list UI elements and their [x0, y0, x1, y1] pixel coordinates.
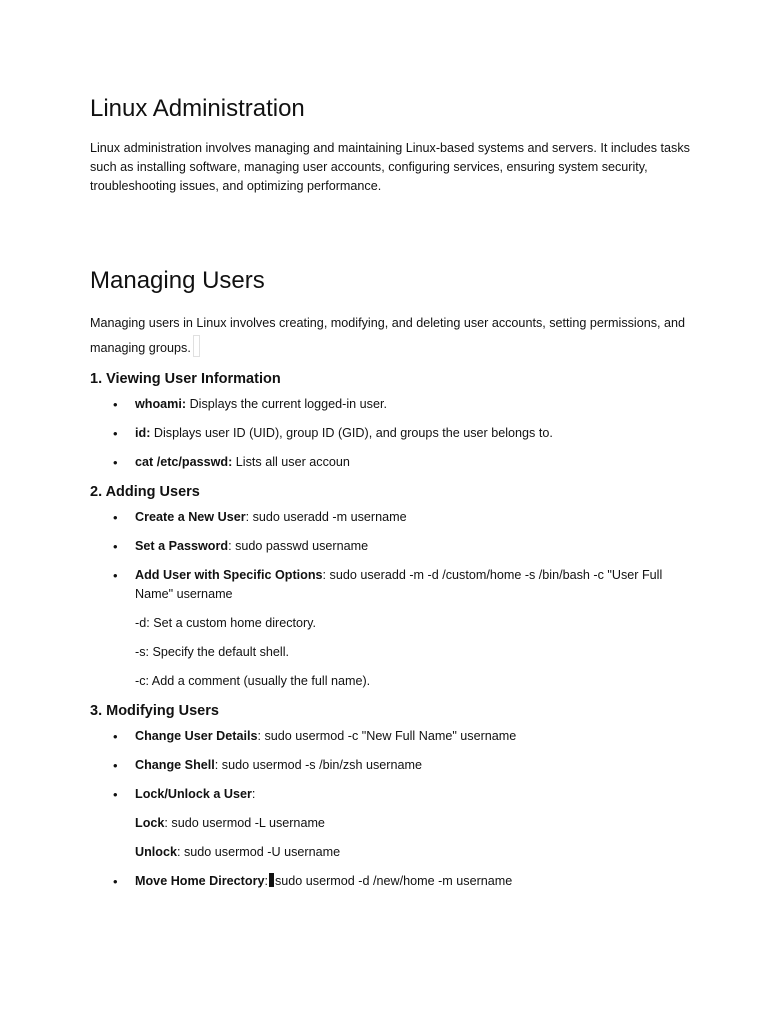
list-item-desc: Displays user ID (UID), group ID (GID), and groups the user belongs to. [150, 426, 553, 440]
text-cursor-icon [269, 873, 274, 887]
lock-desc: : sudo usermod -L username [164, 816, 325, 830]
list-item [135, 453, 690, 472]
list-item-term: Move Home Directory [135, 874, 265, 888]
heading-adding-users: 2. Adding Users [90, 484, 200, 500]
list-item-desc: : sudo passwd username [228, 539, 369, 553]
list-item [135, 566, 690, 604]
list-item [135, 785, 690, 804]
list-item [135, 727, 690, 746]
adding-list [90, 508, 690, 604]
lock-term: Lock [135, 816, 165, 830]
list-item-term: Set a Password [135, 539, 229, 553]
list-item [135, 872, 690, 891]
option-line: -d: Set a custom home directory. [135, 616, 317, 630]
managing-users-paragraph [90, 311, 690, 360]
list-item-sep: : [264, 874, 268, 888]
list-item-term: Change User Details [135, 729, 258, 743]
list-item-term: Add User with Specific Options [135, 568, 323, 582]
list-item-term: whoami: [135, 397, 187, 411]
lock-line [135, 814, 690, 833]
paragraph-mark-icon [193, 335, 200, 357]
list-item [135, 537, 690, 556]
list-item-desc: Displays the current logged-in user. [186, 397, 387, 411]
list-item [135, 756, 690, 775]
list-item-desc: : sudo usermod -c "New Full Name" username [257, 729, 517, 743]
document-body[interactable] [90, 92, 690, 901]
managing-users-text: Managing users in Linux involves creating, modifying, and deleting user accounts, setting permissions, and managing groups. [90, 316, 686, 355]
list-item-term: Create a New User [135, 510, 246, 524]
list-item-desc: : sudo useradd -m username [245, 510, 407, 524]
heading-managing-users: Managing Users [90, 267, 265, 294]
list-item-term: cat /etc/passwd: [135, 455, 233, 469]
list-item [135, 508, 690, 527]
modifying-list-continued [90, 872, 690, 891]
unlock-term: Unlock [135, 845, 177, 859]
viewing-list [90, 395, 690, 472]
option-line: -c: Add a comment (usually the full name). [135, 674, 371, 688]
intro-paragraph: Linux administration involves managing and maintaining Linux-based systems and servers. It includes tasks such as installing software, managing user accounts, configuring services, ensuring system security, troubleshooting issues, and optimizing performance. [90, 141, 690, 193]
heading-linux-administration: Linux Administration [90, 95, 305, 122]
list-item-term: id: [135, 426, 151, 440]
option-line: -s: Specify the default shell. [135, 645, 290, 659]
list-item-desc: : sudo usermod -s /bin/zsh username [214, 758, 422, 772]
list-item-desc: Lists all user accoun [232, 455, 350, 469]
unlock-desc: : sudo usermod -U username [177, 845, 341, 859]
list-item-term: Change Shell [135, 758, 215, 772]
unlock-line [135, 843, 690, 862]
list-item-term: Lock/Unlock a User [135, 787, 252, 801]
modifying-list [90, 727, 690, 804]
list-item-desc: : [251, 787, 256, 801]
heading-modifying-users: 3. Modifying Users [90, 703, 219, 719]
list-item [135, 395, 690, 414]
heading-viewing-user-information: 1. Viewing User Information [90, 371, 281, 387]
list-item-desc: : sudo useradd -m -d /custom/home -s /bin/bash -c "User Full Name" username [135, 568, 663, 601]
list-item-desc: sudo usermod -d /new/home -m username [274, 874, 513, 888]
list-item [135, 424, 690, 443]
